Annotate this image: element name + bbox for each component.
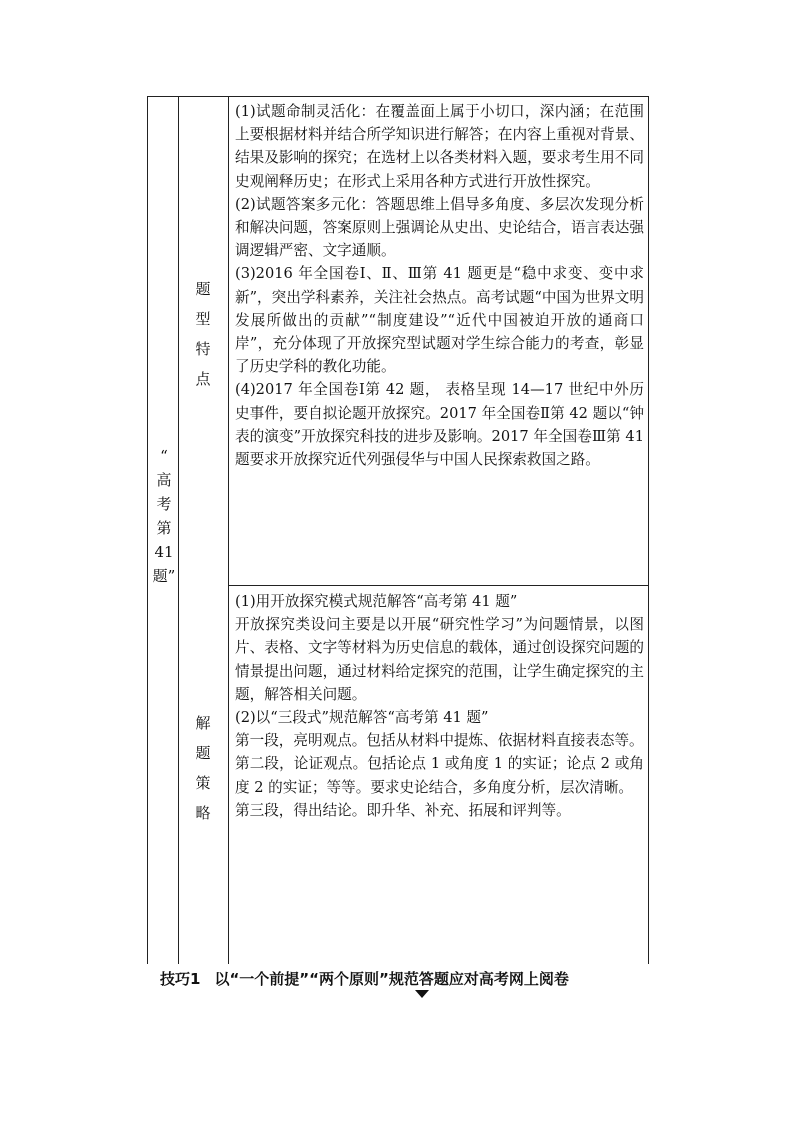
strategy-paragraph: (2)以“三段式”规范解答“高考第 41 题” xyxy=(235,709,489,727)
feature-paragraph: (2)试题答案多元化：答题思维上倡导多角度、多层次发现分析和解决问题，答案原则上强调论从史出、史论结合，语言表达强调逻辑严密、文字通顺。 xyxy=(235,195,644,260)
strategy-cell xyxy=(235,590,644,822)
down-arrow-icon xyxy=(415,990,429,998)
features-cell xyxy=(235,100,644,471)
column-divider-1 xyxy=(178,96,179,964)
features-label-char: 型 xyxy=(195,310,211,328)
main-label-char: 41 xyxy=(154,543,174,561)
section-heading xyxy=(160,967,690,991)
section-tag: 技巧1 xyxy=(160,970,201,988)
main-label-char: 题” xyxy=(152,567,176,585)
table-border-right xyxy=(648,96,649,964)
features-label-char: 点 xyxy=(195,370,211,388)
section-title: 以“一个前提”“两个原则”规范答题应对高考网上阅卷 xyxy=(214,970,569,988)
strategy-label-char: 题 xyxy=(195,744,211,762)
features-label-char: 特 xyxy=(195,340,211,358)
strategy-label-char: 解 xyxy=(195,714,211,732)
features-label xyxy=(191,274,215,394)
main-label-char: 考 xyxy=(156,495,172,513)
feature-paragraph: (4)2017 年全国卷Ⅰ第 42 题， 表格呈现 14—17 世纪中外历史事件，要自拟论题开放探究。2017 年全国卷Ⅱ第 42 题以“钟表的演变”开放探究科技的进步及影响。2017 年全国卷Ⅲ第 41 题要求开放探究近代列强侵华与中国人民探索救国之路。 xyxy=(235,381,644,469)
main-label-char: “ xyxy=(160,447,168,465)
strategy-table xyxy=(147,96,649,964)
main-label xyxy=(153,444,175,588)
strategy-paragraph: 第一段，亮明观点。包括从材料中提炼、依据材料直接表态等。 xyxy=(235,732,644,750)
strategy-label-char: 策 xyxy=(195,774,211,792)
strategy-label-char: 略 xyxy=(195,804,211,822)
column-divider-2 xyxy=(228,96,229,964)
features-label-char: 题 xyxy=(195,280,211,298)
feature-paragraph: (1)试题命制灵活化：在覆盖面上属于小切口，深内涵；在范围上要根据材料并结合所学知识进行解答；在内容上重视对背景、结果及影响的探究；在选材上以各类材料入题，要求考生用不同史观阐释历史；在形式上采用各种方式进行开放性探究。 xyxy=(235,103,644,190)
main-label-char: 第 xyxy=(156,519,172,537)
strategy-label xyxy=(191,708,215,828)
table-border-top xyxy=(147,96,649,97)
row-divider xyxy=(228,585,649,586)
table-border-left xyxy=(147,96,148,964)
main-label-char: 高 xyxy=(156,471,172,489)
strategy-paragraph: 第三段，得出结论。即升华、补充、拓展和评判等。 xyxy=(235,801,571,819)
strategy-paragraph: 开放探究类设问主要是以开展“研究性学习”为问题情景，以图片、表格、文字等材料为历史信息的载体，通过创设探究问题的情景提出问题，通过材料给定探究的范围，让学生确定探究的主题，解答相关问题。 xyxy=(235,616,644,703)
strategy-paragraph: (1)用开放探究模式规范解答“高考第 41 题” xyxy=(235,593,518,610)
feature-paragraph: (3)2016 年全国卷Ⅰ、Ⅱ、Ⅲ第 41 题更是“稳中求变、变中求新”，突出学科素养，关注社会热点。高考试题“中国为世界文明发展所做出的贡献”“制度建设”“近代中国被迫开放的通商口岸”，充分体现了开放探究型试题对学生综合能力的考查，彰显了历史学科的教化功能。 xyxy=(235,265,644,376)
strategy-paragraph: 第二段，论证观点。包括论点 1 或角度 1 的实证；论点 2 或角度 2 的实证；等等。要求史论结合，多角度分析，层次清晰。 xyxy=(235,755,644,796)
